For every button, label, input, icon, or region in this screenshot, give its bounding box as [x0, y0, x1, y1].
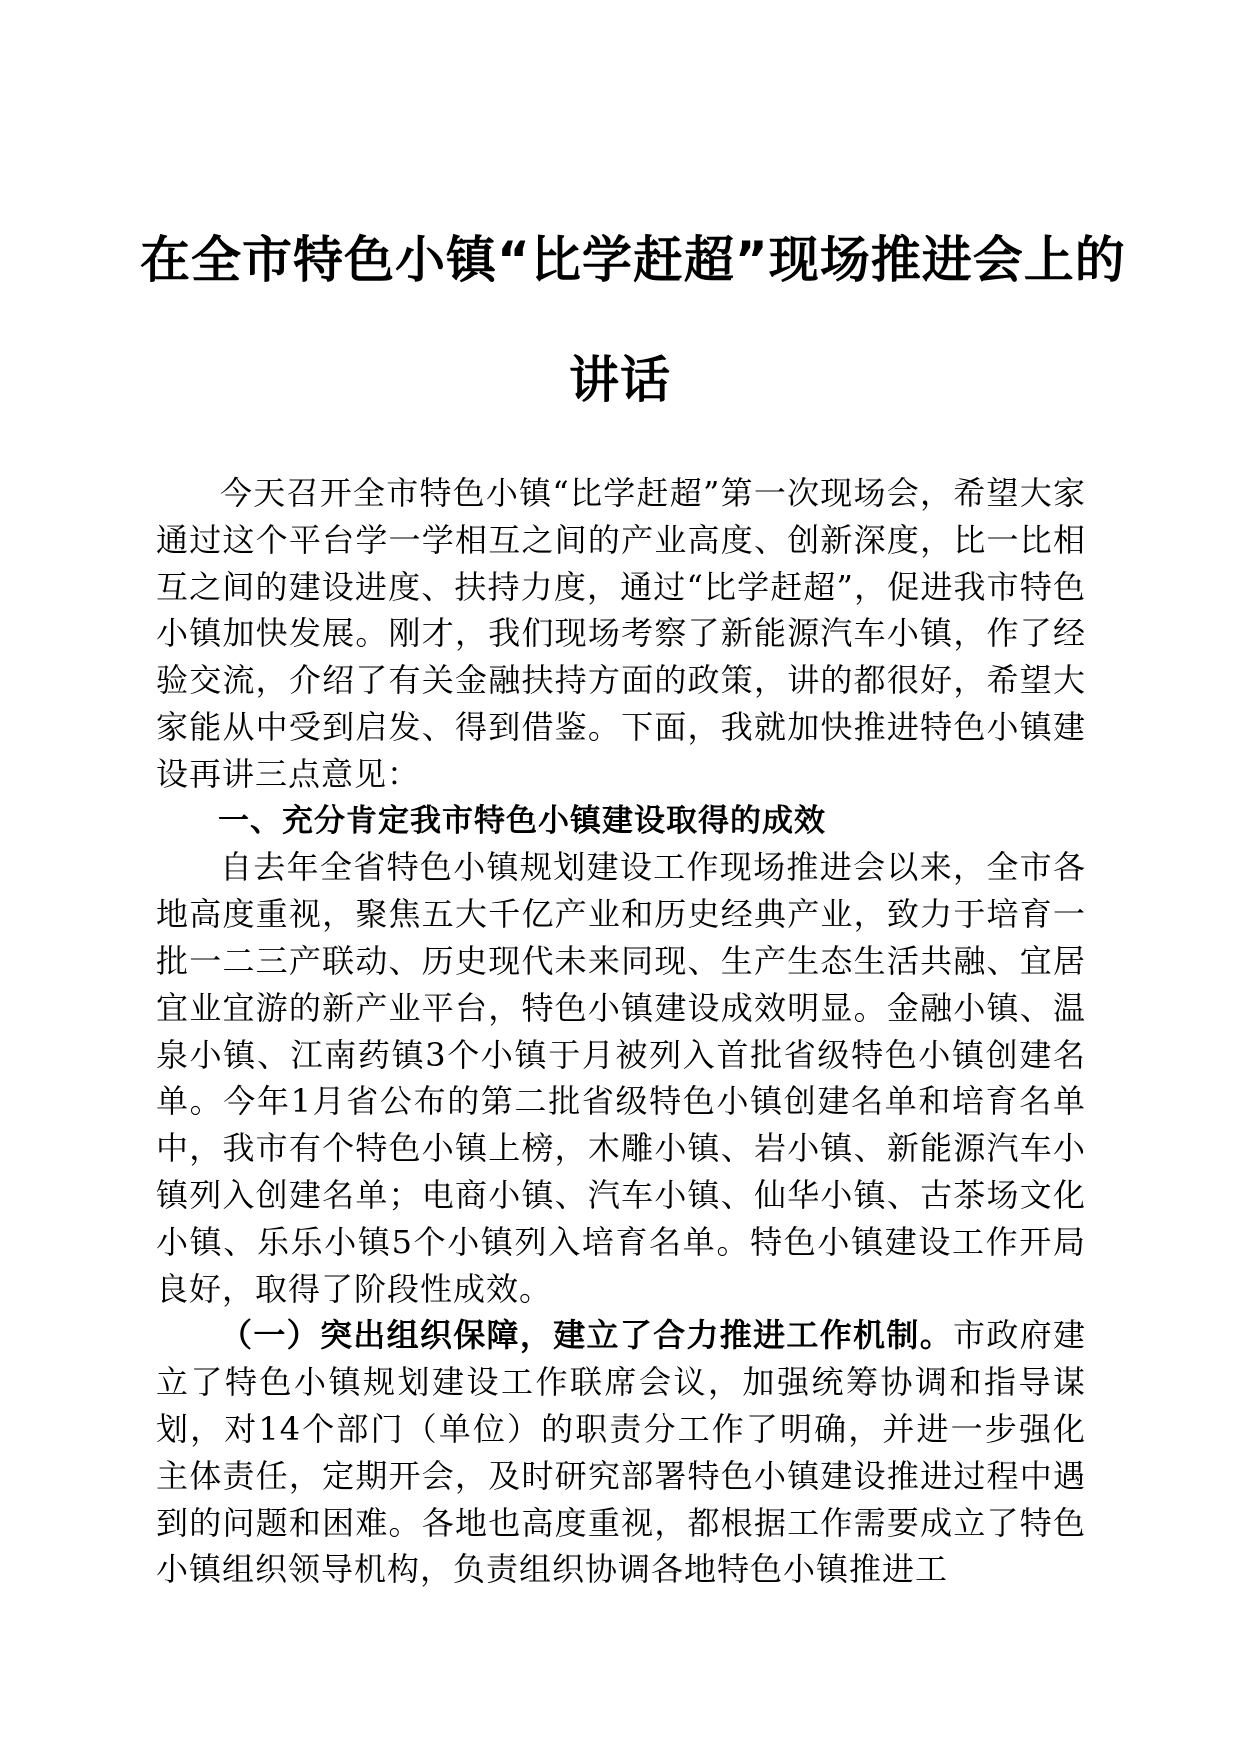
document-title-line-2: 讲话 [569, 351, 671, 409]
subsection-1-lead: （一）突出组织保障，建立了合力推进工作机制。 [220, 1316, 954, 1355]
subsection-1-paragraph [156, 1312, 1086, 1593]
document-body [156, 470, 1086, 1593]
intro-paragraph: 今天召开全市特色小镇“比学赶超”第一次现场会，希望大家通过这个平台学一学相互之间的产业高度、创新深度，比一比相互之间的建设进度、扶持力度，通过“比学赶超”，促进我市特色小镇加快发展。刚才，我们现场考察了新能源汽车小镇，作了经验交流，介绍了有关金融扶持方面的政策，讲的都很好，希望大家能从中受到启发、得到借鉴。下面，我就加快推进特色小镇建设再讲三点意见： [156, 474, 1086, 793]
document-title-line-1: 在全市特色小镇“比学赶超”现场推进会上的 [140, 231, 1126, 289]
subsection-1-text: 市政府建立了特色小镇规划建设工作联席会议，加强统筹协调和指导谋划，对14个部门（单位）的职责分工作了明确，并进一步强化主体责任，定期开会，及时研究部署特色小镇建设推进过程中遇到的问题和困难。各地也高度重视，都根据工作需要成立了特色小镇组织领导机构，负责组织协调各地特色小镇推进工 [156, 1316, 1086, 1589]
section-1-paragraph: 自去年全省特色小镇规划建设工作现场推进会以来，全市各地高度重视，聚焦五大千亿产业和历史经典产业，致力于培育一批一二三产联动、历史现代未来同现、生产生态生活共融、宜居宜业宜游的新产业平台，特色小镇建设成效明显。金融小镇、温泉小镇、江南药镇3个小镇于月被列入首批省级特色小镇创建名单。今年1月省公布的第二批省级特色小镇创建名单和培育名单中，我市有个特色小镇上榜，木雕小镇、岩小镇、新能源汽车小镇列入创建名单；电商小镇、汽车小镇、仙华小镇、古茶场文化小镇、乐乐小镇5个小镇列入培育名单。特色小镇建设工作开局良好，取得了阶段性成效。 [156, 848, 1086, 1308]
section-1-heading: 一、充分肯定我市特色小镇建设取得的成效 [218, 802, 826, 839]
